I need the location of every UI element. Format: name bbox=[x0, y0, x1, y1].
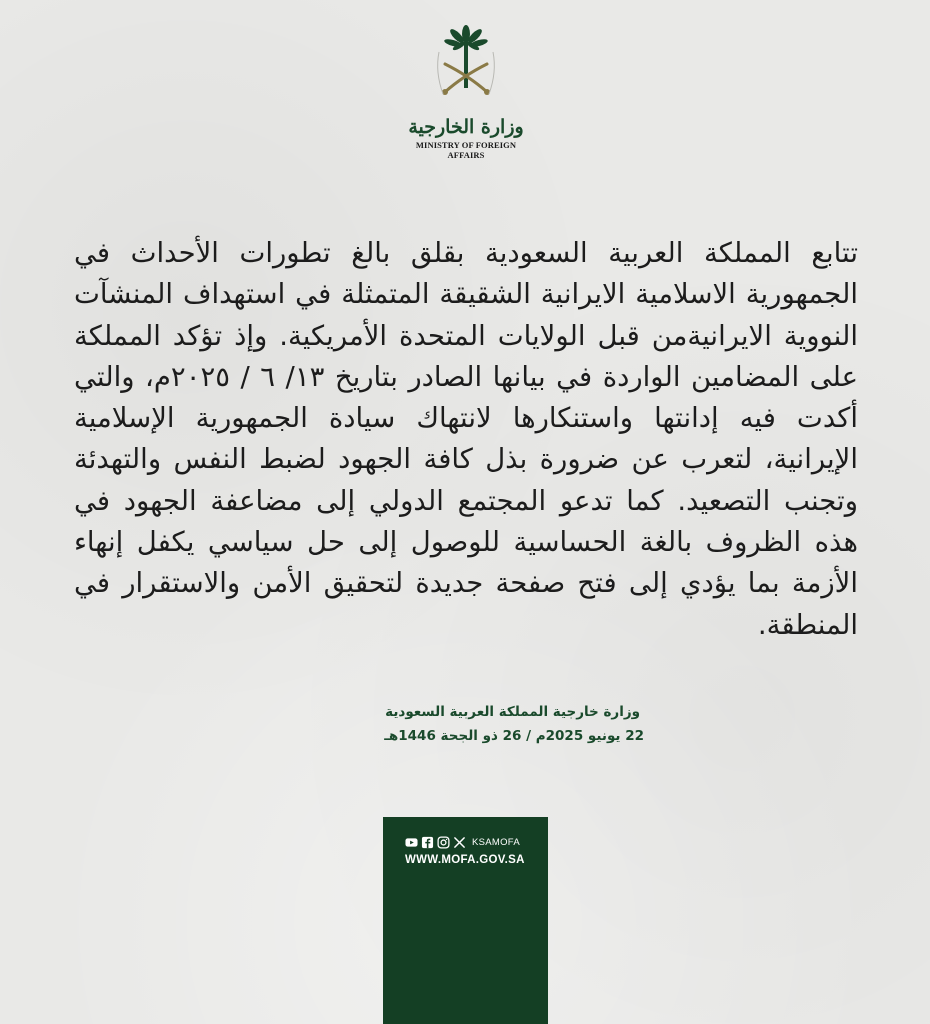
ministry-logo bbox=[400, 22, 532, 160]
signature-block bbox=[300, 700, 644, 748]
ministry-name-english: MINISTRY OF FOREIGN AFFAIRS bbox=[415, 140, 517, 160]
ministry-name-arabic: وزارة الخارجية bbox=[408, 116, 524, 138]
social-links bbox=[405, 835, 531, 849]
x-icon[interactable] bbox=[453, 836, 466, 849]
social-handle[interactable]: KSAMOFA bbox=[472, 836, 521, 848]
statement-body: تتابع المملكة العربية السعودية بقلق بالغ تطورات الأحداث في الجمهورية الاسلامية الايرانية الشقيقة المتمثلة في استهداف المنشآت النووية الايرانيةمن قبل الولايات المتحدة الأمريكية. وإذ تؤكد المملكة على المضامين الواردة في بيانها الصادر بتاريخ ١٣/ ٦ / ٢٠٢٥م، والتي أكدت فيه إدانتها واستنكارها لانتهاك سيادة الجمهورية الإسلامية الإيرانية، لتعرب عن ضرورة بذل كافة الجهود لضبط النفس والتهدئة وتجنب التصعيد. كما تدعو المجتمع الدولي إلى مضاعفة الجهود في هذه الظروف بالغة الحساسية للوصول إلى حل سياسي يكفل إنهاء الأزمة بما يؤدي إلى فتح صفحة جديدة لتحقيق الأمن والاستقرار في المنطقة. bbox=[74, 237, 859, 641]
facebook-icon[interactable] bbox=[421, 836, 434, 849]
instagram-icon[interactable] bbox=[437, 836, 450, 849]
signature-ministry: وزارة خارجية المملكة العربية السعودية bbox=[385, 704, 640, 720]
youtube-icon[interactable] bbox=[405, 836, 418, 849]
footer-panel bbox=[383, 817, 548, 1024]
signature-date: 22 يونيو 2025م / 26 ذو الجحة 1446هـ bbox=[384, 728, 644, 744]
website-link[interactable]: WWW.MOFA.GOV.SA bbox=[405, 854, 525, 866]
saudi-emblem-icon bbox=[433, 22, 499, 104]
